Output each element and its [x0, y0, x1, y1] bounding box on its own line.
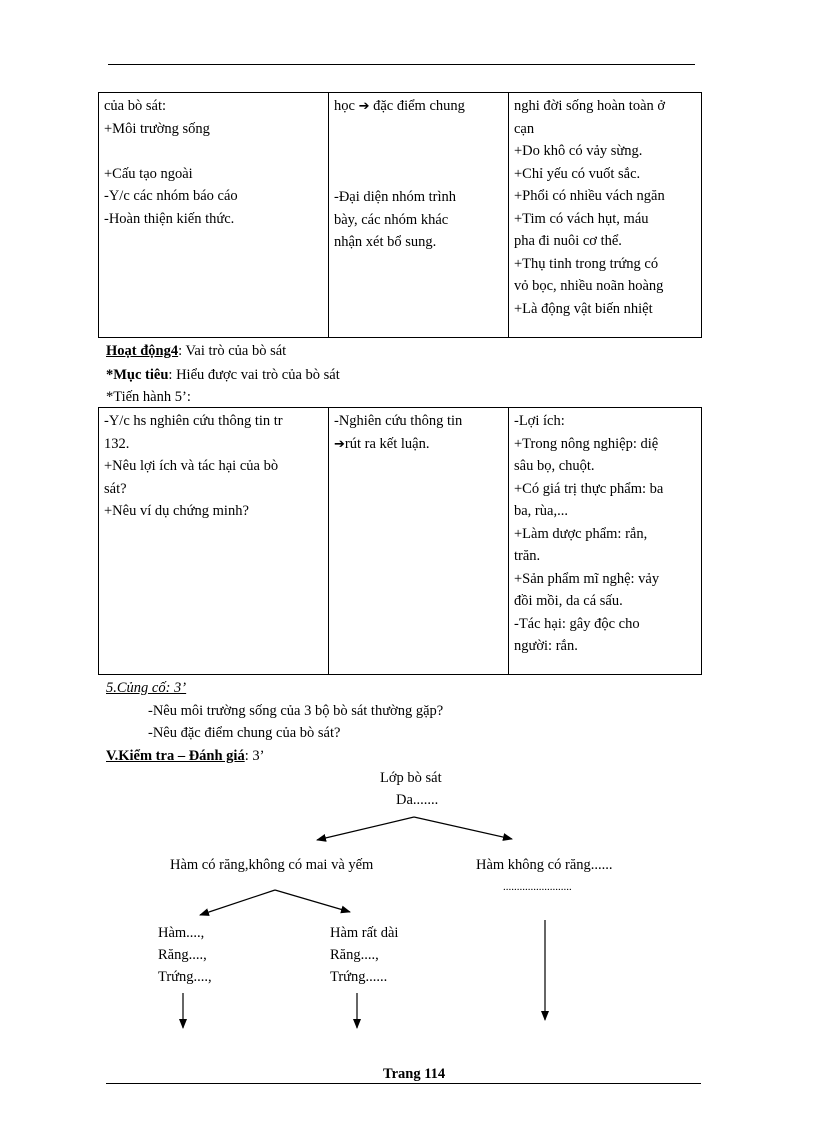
table1-col3-line: pha đi nuôi cơ thể.	[514, 233, 622, 249]
diagram-leaf1-line: Trứng....,	[158, 969, 212, 985]
table-roles	[98, 407, 702, 675]
table1-col3-line: +Do khô có vảy sừng.	[514, 143, 643, 159]
diagram-root-title: Lớp bò sát	[380, 770, 442, 786]
diagram-root-detail: Da.......	[396, 792, 439, 808]
arrow-left-leaf1	[200, 890, 275, 915]
diagram-right-branch: Hàm không có răng......	[476, 857, 613, 873]
table1-col2-first-word: học	[334, 98, 355, 114]
table1-col1-line: +Cấu tạo ngoài	[104, 165, 193, 182]
arrow-right-icon: ➔	[358, 99, 370, 114]
table2-content-cell	[509, 408, 702, 675]
table1-col2-spacer	[334, 119, 503, 142]
table2-col1-line: 132.	[104, 435, 130, 452]
arrow-right-icon: ➔	[334, 436, 345, 452]
header-rule	[108, 64, 695, 65]
diagram-leaf1-line: Hàm....,	[158, 925, 205, 941]
table2-col2-line	[334, 433, 503, 457]
table1-teacher-cell	[99, 93, 329, 338]
table2-col3-line: trăn.	[514, 548, 541, 564]
table1-col2-line: nhận xét bổ sung.	[334, 234, 437, 250]
table2-teacher-cell	[99, 408, 329, 675]
table2-col1-line: +Nêu lợi ích và tác hại của bò	[104, 458, 279, 474]
diagram-leaf1-line: Răng....,	[158, 947, 207, 963]
table2-col3-line: sâu bọ, chuột.	[514, 458, 595, 474]
table2-col3-line: ba, rùa,...	[514, 503, 568, 519]
table2-col2-conclusion: rút ra kết luận.	[344, 435, 430, 452]
table1-col2-spacer	[334, 141, 503, 164]
table1-col3-line: vỏ bọc, nhiều noãn hoàng	[514, 278, 664, 294]
table2-col3-line: -Tác hại: gây độc cho	[514, 615, 640, 632]
arrow-root-left	[317, 817, 414, 840]
table1-col2-line: -Đại diện nhóm trình	[334, 189, 457, 205]
table1-col2-line: bày, các nhóm khác	[334, 211, 449, 228]
table-common-traits	[98, 92, 702, 338]
table1-content-cell	[509, 93, 702, 338]
assessment-heading	[106, 745, 264, 767]
table1-col2-spacer	[334, 164, 503, 187]
objective-text: : Hiểu được vai trò của bò sát	[168, 367, 340, 383]
table1-col2-first-line	[334, 95, 503, 119]
activity4-title: : Vai trò của bò sát	[178, 343, 287, 359]
table1-col3-line: +Là động vật biến nhiệt	[514, 300, 653, 317]
arrow-root-right	[414, 817, 512, 839]
consolidation-item: -Nêu môi trường sống của 3 bộ bò sát thường gặp?	[148, 703, 444, 719]
diagram-leaf2-line: Răng....,	[330, 947, 379, 963]
table2-col3-line: -Lợi ích:	[514, 413, 565, 429]
table1-col3-line: +Tim có vách hụt, máu	[514, 210, 649, 227]
table1-col2-first-rest: đặc điểm chung	[373, 98, 465, 114]
table1-col3-line: nghi đời sống hoàn toàn ở	[514, 98, 666, 114]
diagram-left-branch: Hàm có răng,không có mai và yếm	[170, 857, 374, 873]
activity4-heading	[106, 340, 286, 362]
table1-col3-line: +Chỉ yếu có vuốt sắc.	[514, 165, 641, 182]
table1-col1-spacer	[104, 140, 323, 163]
table1-col3-line: +Thụ tinh trong trứng có	[514, 255, 659, 272]
table1-col3-line: cạn	[514, 120, 535, 137]
table2-col2-line: -Nghiên cứu thông tin	[334, 413, 463, 429]
assessment-label: V.Kiểm tra – Đánh giá	[106, 748, 245, 764]
table2-col3-line: +Làm dược phẩm: rắn,	[514, 525, 648, 542]
diagram-right-dots: .........................	[503, 881, 572, 893]
activity4-procedure: *Tiến hành 5’:	[106, 389, 191, 405]
consolidation-title: 5.Củng cố: 3’	[106, 680, 187, 696]
arrow-left-leaf2	[275, 890, 350, 912]
diagram-leaf2-line: Hàm rất dài	[330, 925, 399, 941]
table2-col3-line: người: rắn.	[514, 638, 578, 654]
table1-student-cell	[329, 93, 509, 338]
diagram-leaf2-line: Trứng......	[330, 969, 388, 985]
activity4-objective	[106, 364, 340, 386]
activity4-label: Hoạt động4	[106, 343, 179, 359]
table1-col1-line: -Hoàn thiện kiến thức.	[104, 210, 235, 227]
table2-col3-line: đồi mồi, da cá sấu.	[514, 593, 623, 609]
assessment-time: : 3’	[244, 748, 265, 764]
consolidation-item: -Nêu đặc điểm chung của bò sát?	[148, 725, 341, 741]
table1-col1-line: +Môi trường sống	[104, 120, 210, 137]
table2-col3-line: +Trong nông nghiệp: diệ	[514, 435, 659, 452]
page-number: Trang 114	[383, 1066, 446, 1082]
table1-col1-line: của bò sát:	[104, 98, 167, 114]
table2-col3-line: +Sản phẩm mĩ nghệ: vảy	[514, 570, 660, 587]
table2-col1-line: sát?	[104, 480, 127, 497]
objective-label: *Mục tiêu	[106, 367, 169, 383]
table1-col3-line: +Phổi có nhiều vách ngăn	[514, 188, 665, 204]
table2-student-cell	[329, 408, 509, 675]
table1-col1-line: -Y/c các nhóm báo cáo	[104, 188, 238, 204]
table2-col1-line: +Nêu ví dụ chứng minh?	[104, 503, 249, 519]
table2-col1-line: -Y/c hs nghiên cứu thông tin tr	[104, 413, 283, 429]
table2-col3-line: +Có giá trị thực phẩm: ba	[514, 480, 664, 497]
footer-rule	[106, 1083, 701, 1084]
